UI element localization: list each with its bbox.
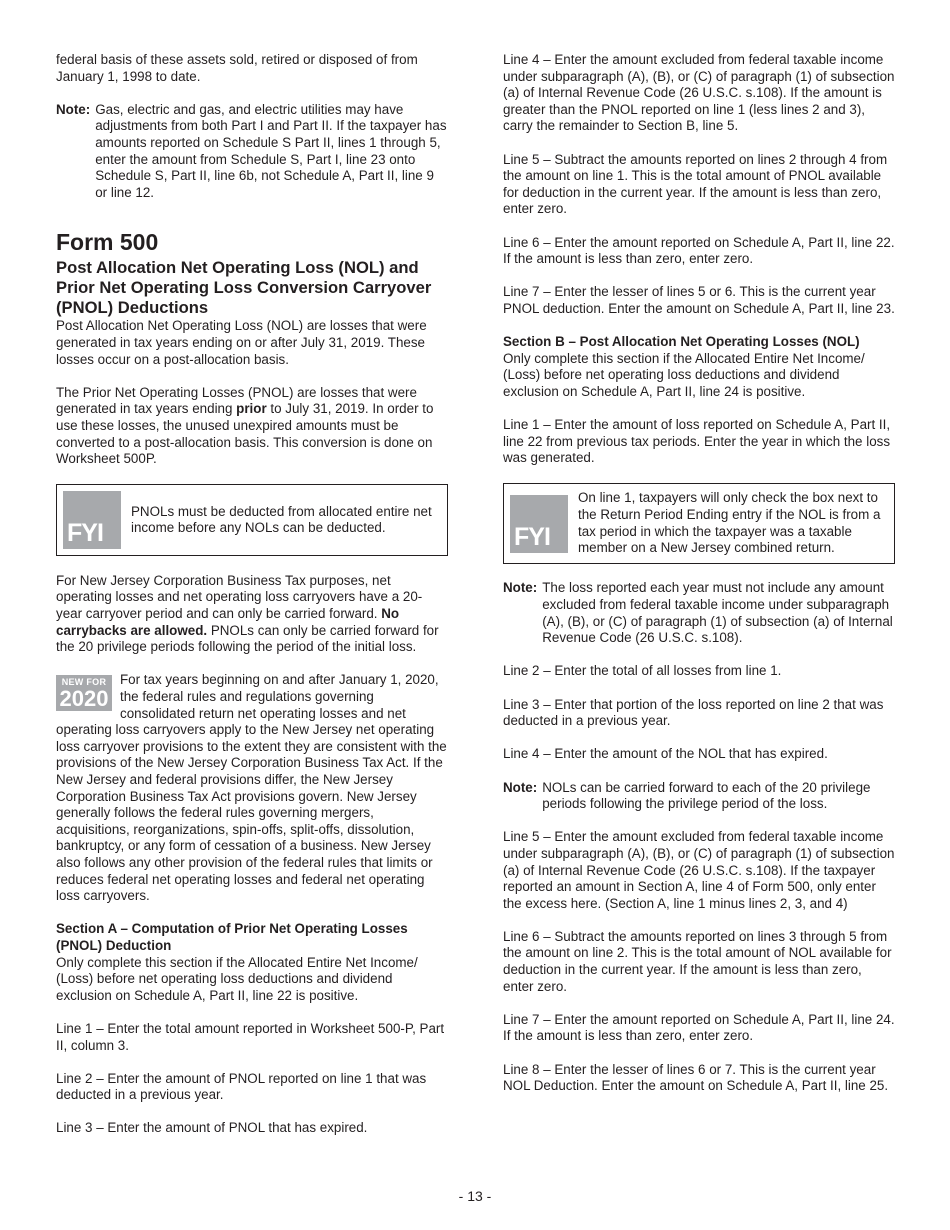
pnol-text-a: The Prior Net Operating Losses (PNOL) are losses that were generated in tax years ending <box>56 384 417 417</box>
section-b-line-5: Line 5 – Enter the amount excluded from federal taxable income under subparagraph (A), (B), or (C) of paragraph (1) of subsection (a) of Internal Revenue Code (26 U.S.C. s.108). If the taxpayer reported an amount in Section A, line 4 of Form 500, only enter the excess here. (Section A, line 1 minus lines 2, 3, and 4) <box>503 829 895 911</box>
section-b-line-8: Line 8 – Enter the lesser of lines 6 or 7. This is the current year NOL Deduction. Enter the amount on Schedule A, Part II, line 25. <box>503 1061 889 1094</box>
fyi-text: On line 1, taxpayers will only check the box next to the Return Period Ending entry if the NOL is from a tax period in which the taxpayer was a taxable member on a New Jersey combined return. <box>578 490 881 556</box>
carryover-paragraph <box>56 573 448 656</box>
section-b-line-1: Line 1 – Enter the amount of loss reported on Schedule A, Part II, line 22 from previous tax periods. Enter the year in which the loss was generated. <box>503 417 891 466</box>
note-label: Note: <box>503 779 538 795</box>
section-b-heading: Section B – Post Allocation Net Operating Losses (NOL) <box>503 334 860 350</box>
fyi-icon-label: FYI <box>67 519 103 548</box>
right-column <box>503 52 895 1111</box>
section-b-line-7: Line 7 – Enter the amount reported on Schedule A, Part II, line 24. If the amount is less than zero, enter zero. <box>503 1011 895 1044</box>
fyi-box-combined-return <box>503 483 895 563</box>
new-for-2020-paragraph: For tax years beginning on and after January 1, 2020, the federal rules and regulations governing consolidated return net operating losses and net operating loss carryovers apply to the New Jersey net operating loss carryover provisions to the extent they are consistent with the provisions of the New Jersey Corporation Business Tax Act. If the New Jersey and federal provisions differ, the New Jersey Corporation Business Tax Act provisions govern. New Jersey generally follows the federal rules governing mergers, acquisitions, reorganizations, spin-offs, split-offs, dissolution, bankruptcy, or any form of cessation of a business. New Jersey also follows any other provision of the federal rules that limits or reduces federal net operating losses and federal net operating loss carryovers. <box>56 672 447 904</box>
carryover-text-a: For New Jersey Corporation Business Tax purposes, net operating losses and net operating loss carryovers have a 20-year carryover period and can only be carried forward. <box>56 572 423 622</box>
new-for-2020-block <box>56 672 448 904</box>
form-subtitle: Post Allocation Net Operating Loss (NOL) and Prior Net Operating Loss Conversion Carryover (PNOL) Deductions <box>56 258 432 318</box>
left-column <box>56 52 448 1154</box>
loss-exclusion-note <box>503 580 895 646</box>
section-a-line-1: Line 1 – Enter the total amount reported in Worksheet 500-P, Part II, column 3. <box>56 1020 445 1053</box>
section-a-line-7: Line 7 – Enter the lesser of lines 5 or 6. This is the current year PNOL deduction. Enter the amount on Schedule A, Part II, line 23. <box>503 284 895 316</box>
carryover-text-b: PNOLs can only be carried forward for the 20 privilege periods following the period of the initial loss. <box>56 622 439 655</box>
fyi-icon <box>63 491 121 549</box>
section-b-line-3: Line 3 – Enter that portion of the loss reported on line 2 that was deducted in a previous year. <box>503 696 884 729</box>
note-text: NOLs can be carried forward to each of the 20 privilege periods following the privilege period of the loss. <box>542 779 871 812</box>
section-b-intro: Only complete this section if the Allocated Entire Net Income/ (Loss) before net operating loss deductions and dividend exclusion on Schedule A, Part II, line 24 is positive. <box>503 350 865 399</box>
fyi-icon-label: FYI <box>514 522 550 551</box>
utilities-note <box>56 102 448 202</box>
page-number: - 13 - <box>458 1188 492 1204</box>
fyi-text: PNOLs must be deducted from allocated entire net income before any NOLs can be deducted. <box>131 503 432 536</box>
privilege-period-note <box>503 780 895 813</box>
pnol-paragraph <box>56 385 448 468</box>
note-label: Note: <box>56 101 91 117</box>
section-a-line-4: Line 4 – Enter the amount excluded from federal taxable income under subparagraph (A), (B), or (C) of paragraph (1) of subsection (a) of Internal Revenue Code (26 U.S.C. s.108). If the amount is greater than the PNOL reported on line 1 (less lines 2 and 3), carry the remainder to Section B, line 5. <box>503 52 895 134</box>
section-a-line-6: Line 6 – Enter the amount reported on Schedule A, Part II, line 22. If the amount is less than zero, enter zero. <box>503 234 895 267</box>
new-badge-top: NEW FOR <box>61 677 107 688</box>
note-text: Gas, electric and gas, and electric utilities may have adjustments from both Part I and Part II. If the taxpayer has amounts reported on Schedule S Part II, lines 1 through 5, enter the amount from Schedule S, Part I, line 23 onto Schedule S, Part II, line 6b, not Schedule A, Part II, line 9 or line 12. <box>95 101 447 200</box>
note-text: The loss reported each year must not include any amount excluded from federal taxable income under subparagraph (A), (B), or (C) of paragraph (1) of subsection (a) of Internal Revenue Code (26 U.S.C. s.108). <box>542 580 893 646</box>
section-a-line-2: Line 2 – Enter the amount of PNOL reported on line 1 that was deducted in a previous year. <box>56 1070 427 1103</box>
post-allocation-paragraph: Post Allocation Net Operating Loss (NOL) are losses that were generated in tax years ending on or after July 31, 2019. These losses occur on a post-allocation basis. <box>56 318 427 367</box>
intro-paragraph: federal basis of these assets sold, retired or disposed of from January 1, 1998 to date. <box>56 52 418 84</box>
fyi-box-pnol <box>56 484 448 556</box>
carryover-text-bold: No carrybacks are allowed. <box>56 606 400 638</box>
section-b-line-2: Line 2 – Enter the total of all losses from line 1. <box>503 663 782 679</box>
section-a-intro: Only complete this section if the Allocated Entire Net Income/ (Loss) before net operating loss deductions and dividend exclusion on Schedule A, Part II, line 22 is positive. <box>56 954 418 1003</box>
section-b-line-6: Line 6 – Subtract the amounts reported on lines 3 through 5 from the amount on line 2. This is the total amount of NOL available for deduction in the current year. If the amount is less than zero, enter zero. <box>503 928 892 994</box>
note-label: Note: <box>503 580 538 596</box>
form-title: Form 500 <box>56 229 159 256</box>
section-b-line-4: Line 4 – Enter the amount of the NOL that has expired. <box>503 746 828 762</box>
section-a-heading: Section A – Computation of Prior Net Operating Losses (PNOL) Deduction <box>56 921 408 953</box>
pnol-text-bold: prior <box>236 401 267 417</box>
fyi-icon <box>510 495 568 553</box>
new-badge-year: 2020 <box>59 686 109 712</box>
section-a-line-5: Line 5 – Subtract the amounts reported on lines 2 through 4 from the amount on line 1. This is the total amount of PNOL available for deduction in the current year. If the amount is less than zero, enter zero. <box>503 151 888 217</box>
new-for-2020-icon <box>56 675 112 711</box>
section-a-line-3: Line 3 – Enter the amount of PNOL that has expired. <box>56 1120 368 1136</box>
pnol-text-b: to July 31, 2019. In order to use these losses, the unused unexpired amounts must be converted to a post-allocation basis. This conversion is done on Worksheet 500P. <box>56 401 434 467</box>
